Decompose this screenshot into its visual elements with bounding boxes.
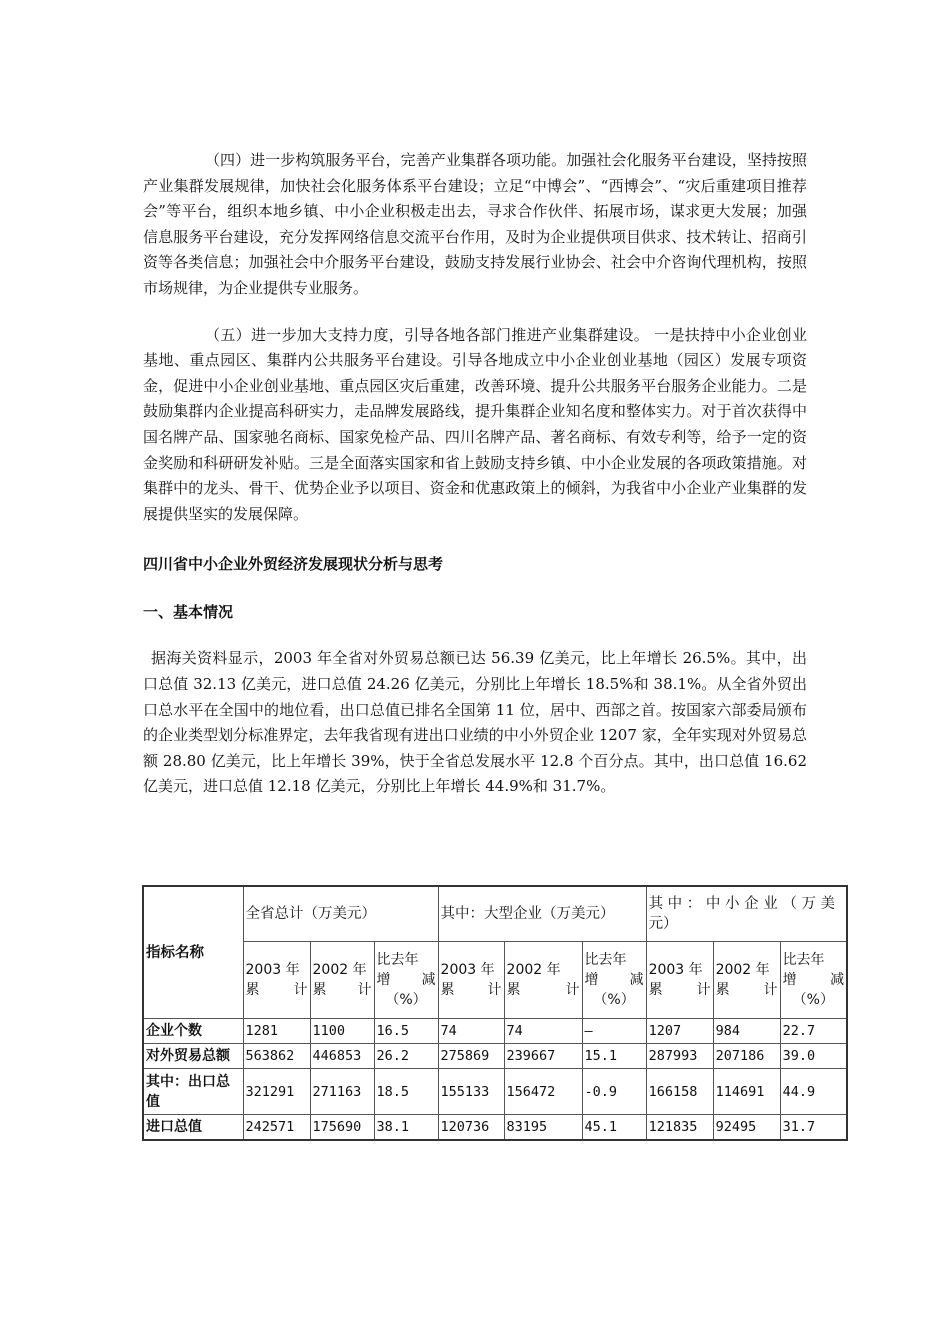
table-cell: 92495 (713, 1115, 780, 1141)
table-cell: 1207 (646, 1019, 713, 1044)
article-title: 四川省中小企业外贸经济发展现状分析与思考 (143, 555, 444, 574)
table-cell: 39.0 (780, 1044, 847, 1069)
group-header-large: 其中：大型企业（万美元） (438, 886, 646, 942)
table-row (143, 1044, 847, 1069)
table-cell: 83195 (504, 1115, 582, 1141)
row-label: 其中：出口总值 (143, 1069, 243, 1115)
table-cell: 15.1 (582, 1044, 646, 1069)
subheader-2002: 2002 年 累 计 (713, 942, 780, 1019)
table-cell: 563862 (243, 1044, 310, 1069)
section-heading: 一、基本情况 (143, 603, 234, 622)
subheader-2003: 2003 年 累 计 (646, 942, 713, 1019)
table-cell: 22.7 (780, 1019, 847, 1044)
table-cell: 321291 (243, 1069, 310, 1115)
group-header-province: 全省总计（万美元） (243, 886, 438, 942)
table-cell: 74 (504, 1019, 582, 1044)
table-cell: 16.5 (374, 1019, 438, 1044)
table-cell: — (582, 1019, 646, 1044)
paragraph-service-platform: （四）进一步构筑服务平台，完善产业集群各项功能。加强社会化服务平台建设，坚持按照产业集群发展规律，加快社会化服务体系平台建设；立足“中博会”、“西博会”、“灾后重建项目推荐会”等平台，组织本地乡镇、中小企业积极走出去，寻求合作伙伴、拓展市场，谋求更大发展；加强信息服务平台建设，充分发挥网络信息交流平台作用，及时为企业提供项目供求、技术转让、招商引资等各类信息；加强社会中介服务平台建设，鼓励支持发展行业协会、社会中介咨询代理机构，按照市场规律，为企业提供专业服务。 (143, 151, 807, 297)
table-cell: 74 (438, 1019, 504, 1044)
row-label: 对外贸易总额 (143, 1044, 243, 1069)
subheader-2003: 2003 年 累 计 (438, 942, 504, 1019)
table-cell: 155133 (438, 1069, 504, 1115)
table-cell: 1281 (243, 1019, 310, 1044)
paragraph-support-policy: （五）进一步加大支持力度，引导各地各部门推进产业集群建设。 一是扶持中小企业创业基地、重点园区、集群内公共服务平台建设。引导各地成立中小企业创业基地（园区）发展专项资金，促进中小企业创业基地、重点园区灾后重建，改善环境、提升公共服务平台服务企业能力。二是鼓励集群内企业提高科研实力，走品牌发展路线，提升集群企业知名度和整体实力。对于首次获得中国名牌产品、国家驰名商标、国家免检产品、四川名牌产品、著名商标、有效专利等，给予一定的资金奖励和科研研发补贴。三是全面落实国家和省上鼓励支持乡镇、中小企业发展的各项政策措施。对集群中的龙头、骨干、优势企业予以项目、资金和优惠政策上的倾斜，为我省中小企业产业集群的发展提供坚实的发展保障。 (143, 325, 807, 523)
table-cell: 207186 (713, 1044, 780, 1069)
table-cell: 31.7 (780, 1115, 847, 1141)
table-cell: 18.5 (374, 1069, 438, 1115)
row-label: 进口总值 (143, 1115, 243, 1141)
paragraph-basic-situation: 据海关资料显示，2003 年全省对外贸易总额已达 56.39 亿美元，比上年增长 26.5%。其中，出口总值 32.13 亿美元，进口总值 24.26 亿美元，分别比上年增长 18.5%和 38.1%。从全省外贸出口总水平在全国中的地位看，出口总值已排名全国第 11 位，居中、西部之首。按国家六部委局颁布的企业类型划分标准界定，去年我省现有进出口业绩的中小外贸企业 1207 家，全年实现对外贸易总额 28.80 亿美元，比上年增长 39%，快于全省总发展水平 12.8 个百分点。其中，出口总值 16.62 亿美元，进口总值 12.18 亿美元，分别比上年增长 44.9%和 31.7%。 (143, 649, 807, 796)
table-cell: 121835 (646, 1115, 713, 1141)
table-body (143, 1019, 847, 1141)
table-cell: 239667 (504, 1044, 582, 1069)
table-cell: 45.1 (582, 1115, 646, 1141)
table-cell: 38.1 (374, 1115, 438, 1141)
subheader-pct: 比去年 增 减 （%） (374, 942, 438, 1019)
document-body (143, 148, 807, 800)
table-cell: 175690 (310, 1115, 374, 1141)
table-cell: -0.9 (582, 1069, 646, 1115)
table-cell: 1100 (310, 1019, 374, 1044)
table-cell: 287993 (646, 1044, 713, 1069)
table-cell: 156472 (504, 1069, 582, 1115)
table-row (143, 1069, 847, 1115)
table-cell: 271163 (310, 1069, 374, 1115)
row-label: 企业个数 (143, 1019, 243, 1044)
subheader-2003: 2003 年 累 计 (243, 942, 310, 1019)
stats-table-wrapper (142, 885, 846, 1141)
table-cell: 114691 (713, 1069, 780, 1115)
table-cell: 242571 (243, 1115, 310, 1141)
subheader-pct: 比去年 增 减 （%） (780, 942, 847, 1019)
table-cell: 275869 (438, 1044, 504, 1069)
subheader-pct: 比去年 增 减 （%） (582, 942, 646, 1019)
table-cell: 446853 (310, 1044, 374, 1069)
table-row (143, 1019, 847, 1044)
table-cell: 166158 (646, 1069, 713, 1115)
row-header-cell: 指标名称 (143, 886, 243, 1019)
subheader-2002: 2002 年 累 计 (310, 942, 374, 1019)
group-header-sme: 其 中 ： 中 小 企 业 （ 万 美 元） (646, 886, 847, 942)
table-cell: 26.2 (374, 1044, 438, 1069)
table-cell: 984 (713, 1019, 780, 1044)
table-cell: 44.9 (780, 1069, 847, 1115)
subheader-2002: 2002 年 累 计 (504, 942, 582, 1019)
foreign-trade-table (142, 885, 848, 1141)
table-row (143, 1115, 847, 1141)
table-cell: 120736 (438, 1115, 504, 1141)
